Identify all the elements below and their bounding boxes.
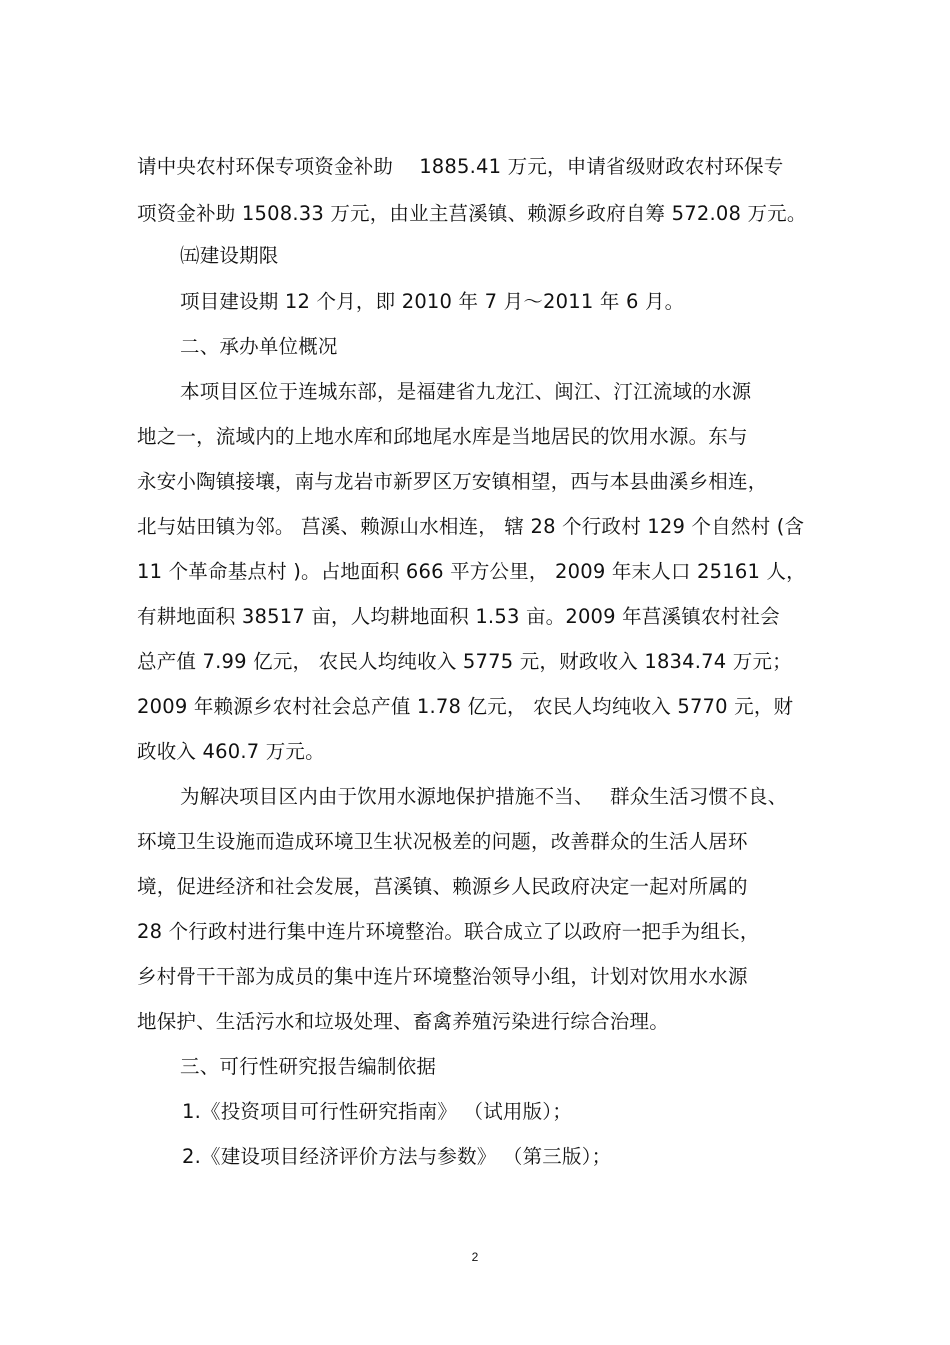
text-line: 地之一，流域内的上地水库和邱地尾水库是当地居民的饮用水源。东与 [137, 425, 748, 448]
text-line: 为解决项目区内由于饮用水源地保护措施不当、 群众生活习惯不良、 [180, 785, 788, 808]
text-line: 环境卫生设施而造成环境卫生状况极差的问题，改善群众的生活人居环 [137, 830, 748, 853]
text-line: 28 个行政村进行集中连片环境整治。联合成立了以政府一把手为组长， [137, 920, 760, 943]
text-line: 政收入 460.7 万元。 [137, 740, 325, 763]
text-line: 11 个革命基点村 )。占地面积 666 平方公里， 2009 年末人口 25161 人， [137, 560, 806, 583]
text-line: 总产值 7.99 亿元， 农民人均纯收入 5775 元，财政收入 1834.74 万元； [137, 650, 792, 673]
text-line: 请中央农村环保专项资金补助 1885.41 万元，申请省级财政农村环保专 [137, 155, 784, 178]
list-item: 1.《投资项目可行性研究指南》 （试用版）； [182, 1100, 572, 1123]
text-line: 永安小陶镇接壤，南与龙岩市新罗区万安镇相望，西与本县曲溪乡相连， [137, 470, 768, 493]
text-line: 2009 年赖源乡农村社会总产值 1.78 亿元， 农民人均纯收入 5770 元，财 [137, 695, 794, 718]
section-heading: 二、承办单位概况 [180, 335, 338, 358]
page-number: 2 [471, 1250, 479, 1264]
text-line: 项资金补助 1508.33 万元，由业主莒溪镇、赖源乡政府自筹 572.08 万元。 [137, 202, 807, 225]
text-line: 地保护、生活污水和垃圾处理、畜禽养殖污染进行综合治理。 [137, 1010, 669, 1033]
text-line: 北与姑田镇为邻。 莒溪、赖源山水相连， 辖 28 个行政村 129 个自然村 (含 [137, 515, 805, 538]
text-line: 有耕地面积 38517 亩，人均耕地面积 1.53 亩。2009 年莒溪镇农村社会 [137, 605, 780, 628]
text-line: 乡村骨干干部为成员的集中连片环境整治领导小组，计划对饮用水水源 [137, 965, 748, 988]
section-heading: 三、可行性研究报告编制依据 [180, 1055, 437, 1078]
text-line: 本项目区位于连城东部，是福建省九龙江、闽江、汀江流域的水源 [180, 380, 752, 403]
list-item: 2.《建设项目经济评价方法与参数》 （第三版）； [182, 1145, 612, 1168]
section-heading: ㈤建设期限 [180, 244, 279, 267]
text-line: 境，促进经济和社会发展，莒溪镇、赖源乡人民政府决定一起对所属的 [137, 875, 748, 898]
text-line: 项目建设期 12 个月，即 2010 年 7 月～2011 年 6 月。 [180, 290, 685, 313]
